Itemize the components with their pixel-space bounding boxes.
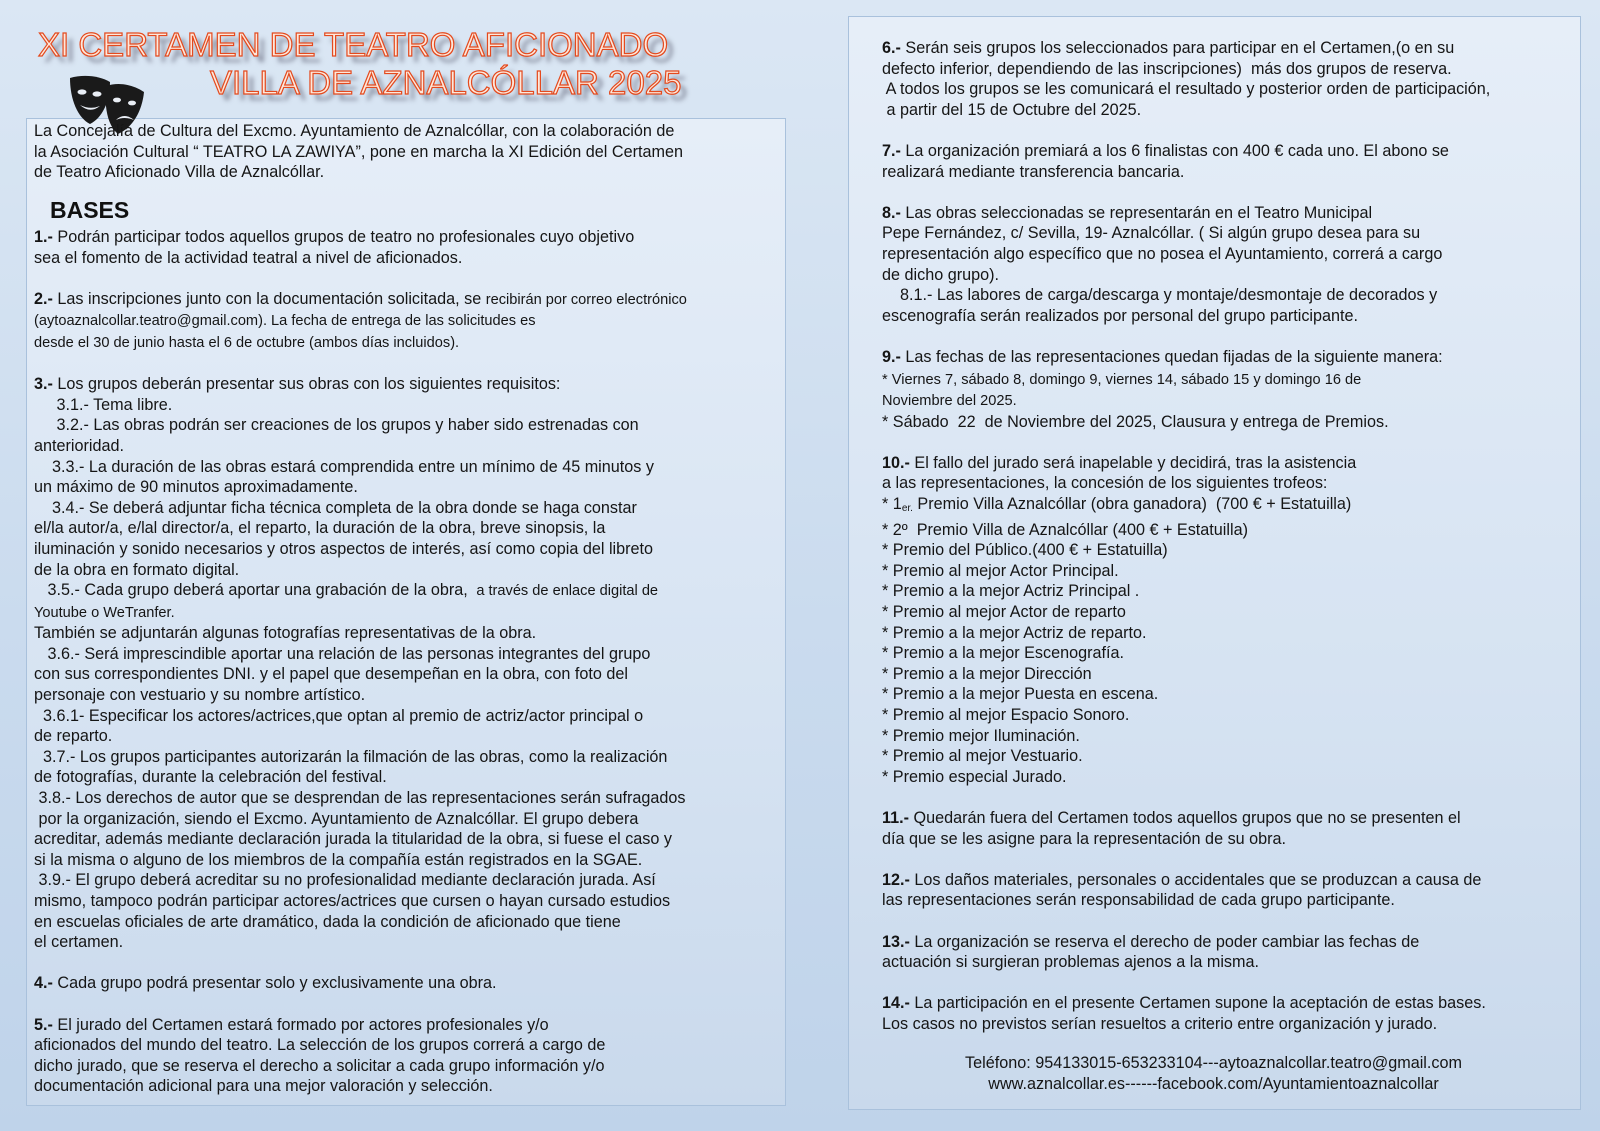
base-11-text: Quedarán fuera del Certamen todos aquellos grupos que no se presenten el día que se les asigne para la representación de su obra. xyxy=(882,808,1461,848)
base-12-text: Los daños materiales, personales o accidentales que se produzcan a causa de las representaciones serán responsabilidad de cada grupo participante. xyxy=(882,870,1482,910)
bases-heading: BASES xyxy=(50,197,130,223)
poster-title xyxy=(30,26,750,106)
base-13-number: 13.- xyxy=(882,932,910,951)
title-line-1: XI CERTAMEN DE TEATRO AFICIONADO xyxy=(38,26,669,63)
base-2-text: Las inscripciones junto con la documentación solicitada, se xyxy=(52,289,486,308)
base-7-text: La organización premiará a los 6 finalistas con 400 € cada uno. El abono se realizará mediante transferencia bancaria. xyxy=(882,141,1449,181)
base-10-superscript: er. xyxy=(901,503,913,515)
base-3-5-link-note: a través de enlace digital de Youtube o WeTranfer. xyxy=(34,583,659,621)
base-5-number: 5.- xyxy=(34,1015,53,1034)
base-2-details: recibirán por correo electrónico (aytoaznalcollar.teatro@gmail.com). La fecha de entrega de las solicitudes es desde el 30 de junio hasta el 6 de octubre (ambos días incluidos). xyxy=(34,291,687,351)
base-8-text: Las obras seleccionadas se representarán en el Teatro Municipal Pepe Fernández, c/ Sevilla, 19- Aznalcóllar. ( Si algún grupo desea para su representación algo específico que no posea el Ayuntamiento, correrá a cargo de dicho grupo). 8.1.- Las labores de carga/descarga y montaje/desmontaje de decorados y escenografía serán realizados por personal del grupo participante. xyxy=(882,203,1443,325)
contact-web-links: www.aznalcollar.es------facebook.com/Ayuntamientoaznalcollar xyxy=(988,1075,1439,1093)
base-10-prizes: Premio Villa Aznalcóllar (obra ganadora) (700 € + Estatuilla) * 2º Premio Villa de Aznalcóllar (400 € + Estatuilla) * Premio del Público.(400 € + Estatuilla) * Premio al mejor Actor Principal. * Premio a la mejor Actriz Principal . * Premio al mejor Actor de reparto * Premio a la mejor Actriz de reparto. * Premio a la mejor Escenografía. * Premio a la mejor Dirección * Premio a la mejor Puesta en escena. * Premio al mejor Espacio Sonoro. * Premio mejor Iluminación. * Premio al mejor Vestuario. * Premio especial Jurado. xyxy=(882,495,1352,786)
base-3-text: Los grupos deberán presentar sus obras con los siguientes requisitos: 3.1.- Tema libre. 3.2.- Las obras podrán ser creaciones de los grupos y haber sido estrenadas con anterioridad. 3.3.- La duración de las obras estará comprendida entre un mínimo de 45 minutos y un máximo de 90 minutos aproximadamente. 3.4.- Se deberá adjuntar ficha técnica completa de la obra donde se haga constar el/la autor/a, e/lal director/a, el reparto, la duración de la obra, breve sinopsis, la iluminación y sonido necesarios y otros aspectos de interés, así como copia del libreto de la obra en formato digital. 3.5.- Cada grupo deberá aportar una grabación de la obra, xyxy=(34,375,654,600)
base-4-number: 4.- xyxy=(34,974,53,993)
base-11-number: 11.- xyxy=(882,808,909,827)
base-9-number: 9.- xyxy=(882,347,901,366)
base-10-text: El fallo del jurado será inapelable y decidirá, tras la asistencia a las representaciones, la concesión de los siguientes trofeos: * 1 xyxy=(882,453,1357,514)
left-column-text xyxy=(34,227,687,1097)
base-6-number: 6.- xyxy=(882,39,901,57)
base-1-text: Podrán participar todos aquellos grupos de teatro no profesionales cuyo objetivo sea el fomento de la actividad teatral a nivel de aficionados. xyxy=(34,228,635,267)
contact-info xyxy=(848,1053,1579,1095)
base-5-text: El jurado del Certamen estará formado por actores profesionales y/o aficionados del mundo del teatro. La selección de los grupos correrá a cargo de dicho jurado, que se reserva el derecho a solicitar a cada grupo información y/o documentación adicional para una mejor valoración y selección. xyxy=(34,1015,606,1096)
base-2-number: 2.- xyxy=(34,289,53,308)
base-1-number: 1.- xyxy=(34,228,53,246)
base-9-text: Las fechas de las representaciones quedan fijadas de la siguiente manera: xyxy=(900,347,1443,366)
base-3-number: 3.- xyxy=(34,375,53,394)
base-8-number: 8.- xyxy=(882,203,901,222)
base-7-number: 7.- xyxy=(882,141,901,160)
base-6-text: Serán seis grupos los seleccionados para participar en el Certamen,(o en su defecto inferior, dependiendo de las inscripciones) más dos grupos de reserva. A todos los grupos se les comunicará el resultado y posterior orden de participación, a partir del 15 de Octubre del 2025. xyxy=(882,39,1491,119)
right-column-text xyxy=(882,38,1490,1035)
intro-paragraph: La Concejalía de Cultura del Excmo. Ayuntamiento de Aznalcóllar, con la colaboración de la Asociación Cultural “ TEATRO LA ZAWIYA”, pone en marcha la XI Edición del Certamen de Teatro Aficionado Villa de Aznalcóllar. xyxy=(34,122,683,182)
contact-phone-email: Teléfono: 954133015-653233104---aytoaznalcollar.teatro@gmail.com xyxy=(965,1054,1462,1072)
base-14-text: La participación en el presente Certamen supone la aceptación de estas bases. Los casos no previstos serían resueltos a criterio entre organización y jurado. xyxy=(882,994,1486,1033)
title-line-2: VILLA DE AZNALCÓLLAR 2025 xyxy=(210,64,682,101)
base-9-dates: * Viernes 7, sábado 8, domingo 9, viernes 14, sábado 15 y domingo 16 de Noviembre del 2025. xyxy=(882,371,1362,410)
base-9-closing: * Sábado 22 de Noviembre del 2025, Clausura y entrega de Premios. xyxy=(882,412,1389,431)
base-3-rest: También se adjuntarán algunas fotografías representativas de la obra. 3.6.- Será imprescindible aportar una relación de las personas integrantes del grupo con sus correspondientes DNI. y el papel que desempeñan en la obra, con foto del personaje con vestuario y su nombre artístico. 3.6.1- Especificar los actores/actrices,que optan al premio de actriz/actor principal o de reparto. 3.7.- Los grupos participantes autorizarán la filmación de las obras, como la realización de fotografías, durante la celebración del festival. 3.8.- Los derechos de autor que se desprendan de las representaciones serán sufragados por la organización, siendo el Excmo. Ayuntamiento de Aznalcóllar. El grupo debera acreditar, además mediante declaración jurada la titularidad de la obra, si fuese el caso y si la misma o alguno de los miembros de la compañía están registrados en la SGAE. 3.9.- El grupo deberá acreditar su no profesionalidad mediante declaración jurada. Así mismo, tampoco podrán participar actores/actrices que cursen o hayan cursado estudios en escuelas oficiales de arte dramático, dada la condición de aficionado que tiene el certamen. xyxy=(34,624,686,952)
base-12-number: 12.- xyxy=(882,870,910,889)
base-13-text: La organización se reserva el derecho de poder cambiar las fechas de actuación si surgieran problemas ajenos a la misma. xyxy=(882,932,1420,972)
base-10-number: 10.- xyxy=(882,453,910,472)
base-4-text: Cada grupo podrá presentar solo y exclusivamente una obra. xyxy=(52,974,497,993)
base-14-number: 14.- xyxy=(882,994,910,1013)
